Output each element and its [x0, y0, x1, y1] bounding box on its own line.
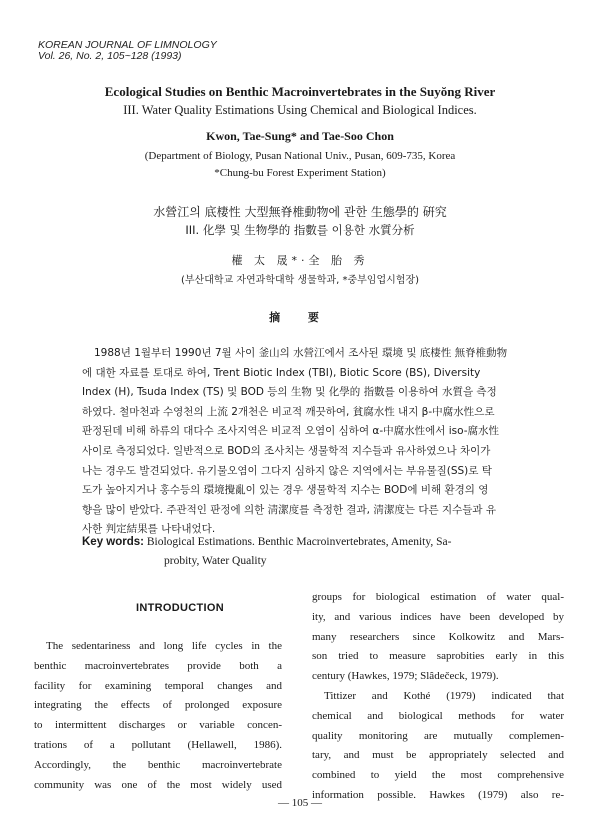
journal-header — [38, 40, 217, 62]
abstract-line: 사이로 측정되었다. 일반적으로 BOD의 조사치는 생물학적 지수들과 유사하였으나 차이가 — [82, 444, 491, 457]
abstract-line: 나는 경우도 발견되었다. 유기물오염이 그다지 심하지 않은 지역에서는 부유물질(SS)로 탁 — [82, 464, 492, 477]
body-line: son tried to measure saprobities early in this — [312, 650, 564, 663]
korean-affiliation: (부산대학교 자연과학대학 생물학과, *중부임업시험장) — [180, 275, 420, 286]
affiliation — [0, 148, 600, 182]
body-line: groups for biological estimation of water qual- — [312, 591, 564, 603]
abstract-line: Index (H), Tsuda Index (TS) 및 BOD 등의 生物 및 化學的 指數를 이용하여 水質을 측정 — [82, 386, 497, 399]
body-line: benthic macroinvertebrates provide both a — [34, 659, 282, 672]
abstract-line: 하였다. 철마천과 수영천의 上流 2개천은 비교적 깨끗하여, 貧腐水性 내지 β-中腐水性으로 — [82, 405, 495, 418]
body-line: tary, and must be appropriately selected and — [312, 749, 564, 762]
abstract-line: 도가 높아지거나 홍수등의 環境攪亂이 있는 경우 생물학적 지수는 BOD에 비해 환경의 영 — [82, 484, 489, 497]
body-line: quality monitoring are mutually complemen- — [312, 729, 564, 742]
korean-title: 水營江의 底棲性 大型無脊椎動物에 관한 生態學的 硏究 — [153, 205, 447, 219]
body-line: century (Hawkes, 1979; Slȃdečeck, 1979). — [312, 670, 499, 683]
page-number: — 105 — — [278, 797, 322, 809]
keywords-label: Key words: — [82, 536, 144, 548]
abstract-heading: 摘 要 — [269, 311, 331, 324]
korean-subtitle: III. 化學 및 生物學的 指數를 이용한 水質分析 — [185, 223, 415, 237]
keywords-line: probity, Water Quality — [164, 555, 267, 567]
body-line: information possible. Hawkes (1979) also re- — [312, 788, 564, 801]
body-line: ity, and various indices have been developed by — [312, 610, 564, 623]
section-heading-introduction: INTRODUCTION — [136, 602, 224, 614]
paper-authors: Kwon, Tae-Sung* and Tae-Soo Chon — [206, 129, 394, 143]
body-line: Tittizer and Kothé (1979) indicated that — [324, 689, 564, 702]
body-line: facility for examining temporal changes and — [34, 679, 282, 692]
abstract-line: 에 대한 자료를 토대로 하여, Trent Biotic Index (TBI), Biotic Score (BS), Diversity — [82, 366, 481, 379]
abstract-line: 향을 많이 받았다. 주관적인 판정에 의한 淸潔度를 측정한 결과, 淸潔度는 다른 지수들과 유 — [82, 503, 497, 516]
abstract-line: 1988년 1월부터 1990년 7월 사이 釜山의 水營江에서 조사된 環境 및 底棲性 無脊椎動物 — [94, 347, 508, 359]
abstract-line: 판정된데 비해 하류의 대다수 조사지역은 비교적 오염이 심하여 α-中腐水性에서 iso-腐水性 — [82, 425, 500, 438]
affiliation-line: *Chung-bu Forest Experiment Station) — [214, 167, 386, 179]
left-column — [34, 637, 282, 795]
keywords — [82, 533, 522, 571]
body-line: many researchers since Kolkowitz and Mars- — [312, 630, 564, 643]
journal-name: KOREAN JOURNAL OF LIMNOLOGY — [38, 39, 217, 51]
abstract-line: 사한 判定結果를 나타내었다. — [82, 523, 216, 536]
keywords-line: Biological Estimations. Benthic Macroinvertebrates, Amenity, Sa- — [146, 536, 452, 548]
korean-authors: 權 太 晟*·全 胎 秀 — [231, 254, 369, 267]
right-column — [312, 588, 564, 806]
body-line: to intermittent discharges or variable concen- — [34, 719, 282, 732]
body-line: Accordingly, the benthic macroinvertebrate — [34, 758, 282, 771]
body-line: The sedentariness and long life cycles in the — [46, 640, 282, 652]
body-line: chemical and biological methods for water — [312, 709, 564, 722]
body-line: trations of a pollutant (Hellawell, 1986). — [34, 738, 282, 751]
journal-volume: Vol. 26, No. 2, 105~128 (1993) — [38, 50, 182, 62]
body-line: combined to yield the most comprehensive — [312, 769, 564, 782]
body-line: integrating the effects of prolonged exposure — [34, 699, 282, 712]
body-line: community was one of the most widely used — [34, 778, 282, 791]
affiliation-line: (Department of Biology, Pusan National Univ., Pusan, 609-735, Korea — [144, 150, 456, 162]
paper-subtitle: III. Water Quality Estimations Using Chemical and Biological Indices. — [123, 103, 477, 117]
paper-title: Ecological Studies on Benthic Macroinvertebrates in the Suyŏng River — [104, 84, 496, 99]
korean-abstract — [82, 344, 522, 540]
